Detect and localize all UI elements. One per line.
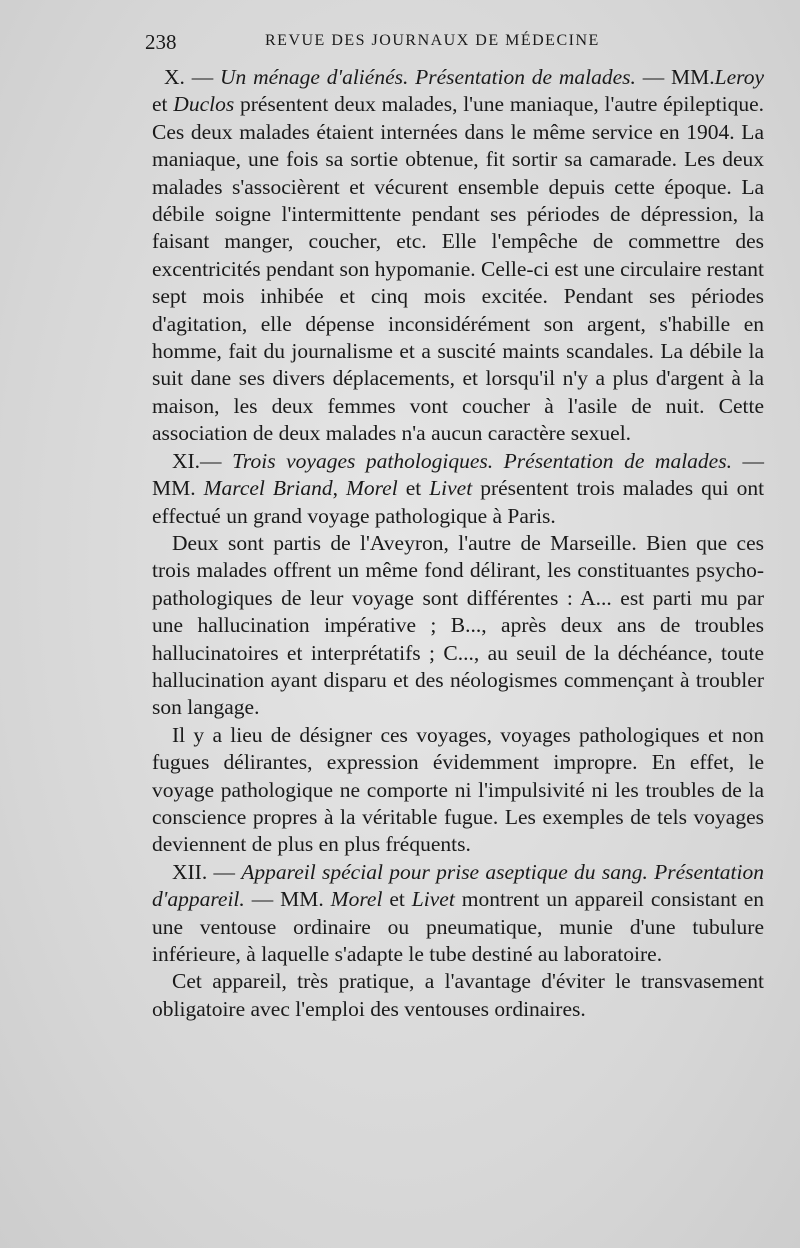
section-xii-paragraph-2: Cet appareil, très pratique, a l'avantage d'éviter le transvasement obligatoire avec l'emploi des ventouses ordinaires. (152, 969, 764, 1021)
section-xi-author-3: Livet (429, 476, 473, 501)
section-xii-author-2: Livet (411, 887, 455, 912)
section-xi-author-2: Morel (345, 476, 398, 501)
section-x-author-1: Leroy (714, 65, 765, 89)
section-xii-mm: MM. (280, 887, 324, 912)
section-xi-dash: — (742, 448, 765, 473)
section-xii-text: montrent un appareil consistant en une ventouse ordinaire ou pneumatique, munie d'une tubulure inférieure, à laquelle s'adapte le tube destiné au laboratoire. (152, 887, 765, 966)
section-xi-paragraph-3: Il y a lieu de désigner ces voyages, voyages pathologiques et non fugues délirantes, expression évidemment impropre. En effet, le voyage pathologique ne comporte ni l'impulsivité ni les troubles de la conscience propres à la véritable fugue. Les exemples de tels voyages deviennent de plus en plus fréquents. (152, 722, 764, 857)
section-x-number: X. — (164, 65, 214, 89)
section-x-text: présentent deux malades, l'une maniaque, l'autre épileptique. Ces deux malades étaient internées dans le même service en 1904. La maniaque, une fois sa sortie obtenue, fit sortir sa camarade. Les deux malades s'associèrent et vécurent ensemble depuis cette époque. La débile soigne l'intermittente pendant ses périodes de dépression, la faisant manger, coucher, etc. Elle l'empêche de commettre des excentricités pendant son hypomanie. Celle-ci est une circulaire restant sept mois inhibée et cinq mois excitée. Pendant ses périodes d'agitation, elle dépense inconsidérément son argent, s'habille en homme, fait du journalisme et a suscité maints scandales. La débile la suit dane ses divers déplacements, et lorsqu'il n'y a plus d'argent à la maison, les deux femmes vont coucher à l'asile de nuit. Cette association de deux malades n'a aucun caractère sexuel. (152, 92, 765, 446)
section-xii-paragraph (152, 859, 764, 969)
page-number: 238 (145, 30, 177, 54)
section-xi-author-1: Marcel Briand (203, 476, 333, 501)
section-xi-paragraph-2: Deux sont partis de l'Aveyron, l'autre de Marseille. Bien que ces trois malades offrent un même fond délirant, les constituantes psycho-pathologiques de leur voyage sont différentes : A... est parti mu par une hallucination impérative ; B..., après deux ans de troubles hallucinatoires et interprétatifs ; C..., au seuil de la déchéance, toute hallucination ayant disparu et des néologismes commençant à troubler son langage. (152, 530, 764, 720)
section-xii-and: et (389, 887, 405, 912)
section-x-title: Un ménage d'aliénés. Présentation de malades. (220, 65, 636, 89)
section-xi-sep: , (332, 476, 338, 501)
section-x-dash: — (642, 65, 665, 89)
section-xi-and: et (405, 476, 422, 501)
section-x-mm: MM. (671, 65, 715, 89)
section-xi-mm: MM. (152, 476, 196, 501)
section-xi-number: XI.— (172, 448, 222, 473)
section-xi-text: présentent trois malades qui ont effectué un grand voyage pathologique à Paris. (152, 476, 765, 528)
section-xii-number: XII. — (172, 859, 236, 884)
running-head (145, 30, 645, 56)
section-xii-author-1: Morel (330, 887, 383, 912)
section-xi-paragraph (152, 448, 764, 530)
section-x-and: et (152, 92, 168, 117)
article-body (152, 64, 764, 1023)
section-xii-dash: — (251, 887, 274, 912)
section-x-author-2: Duclos (173, 92, 235, 117)
section-xi-title: Trois voyages pathologiques. Présentation de malades. (232, 448, 732, 473)
section-x-paragraph (152, 64, 764, 448)
section-xii-title: Appareil spécial pour prise aseptique du sang. Présentation d'appareil. (152, 859, 764, 912)
journal-title: REVUE DES JOURNAUX DE MÉDECINE (265, 32, 600, 49)
